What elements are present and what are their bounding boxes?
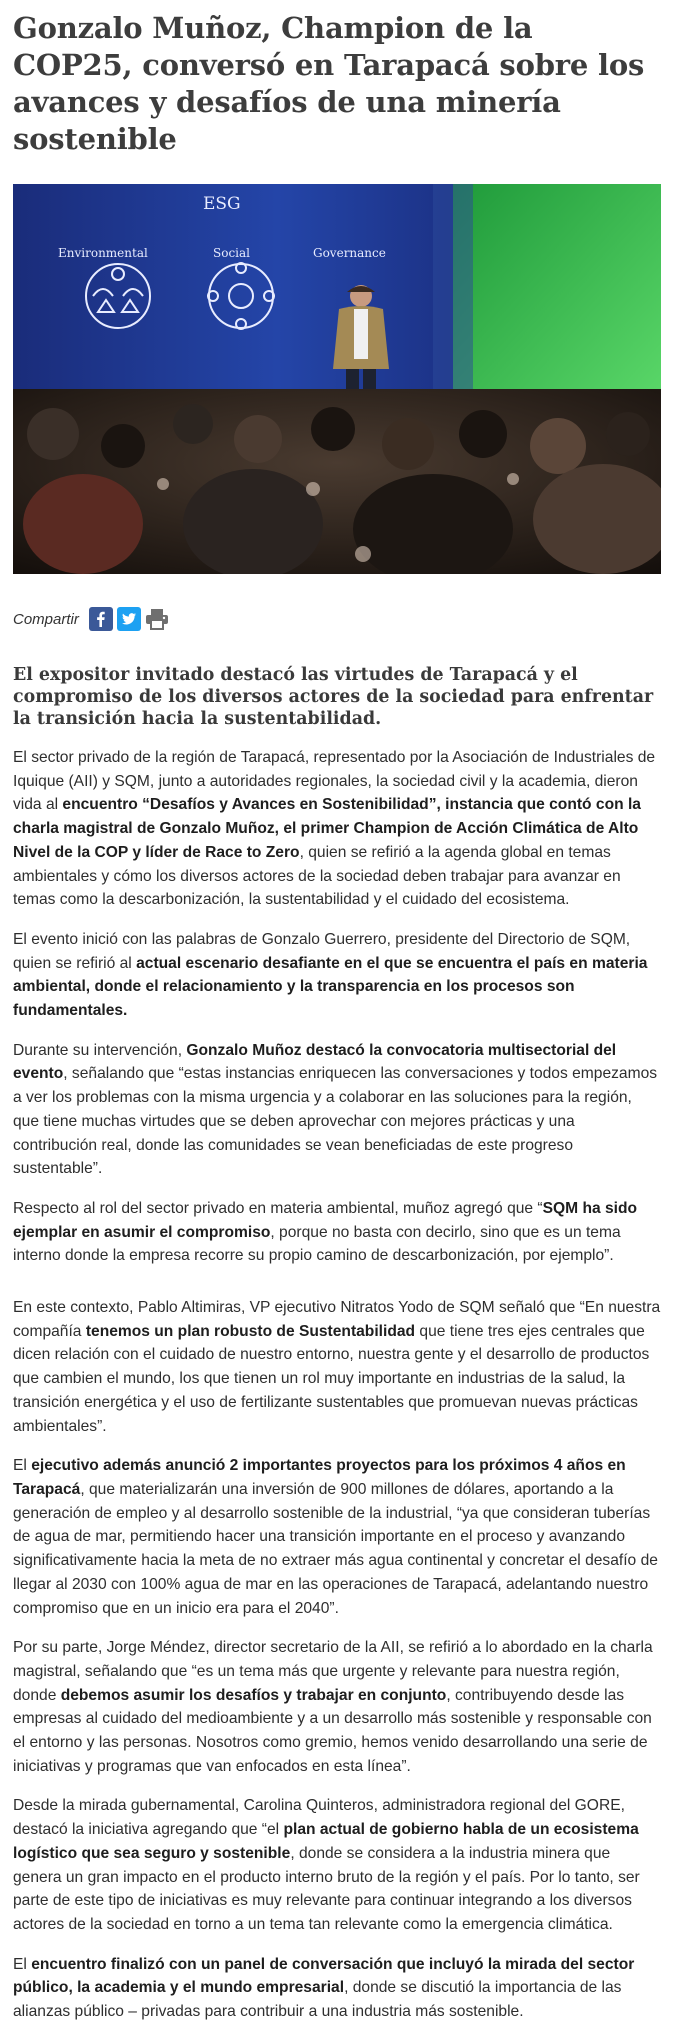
paragraph-3: Durante su intervención, Gonzalo Muñoz destacó la convocatoria multisectorial del evento, señalando que “estas instancias enriquecen las conversaciones y todos empezamos a ver los problemas con la misma urgencia y a colaborar en las soluciones para la región, que tiene muchas virtudes que se deben aprovechar con mejores prácticas y una contribución real, donde las comunidades se vean beneficiadas de este progreso sustentable”.: [13, 1041, 658, 1178]
paragraph-5: En este contexto, Pablo Altimiras, VP ejecutivo Nitratos Yodo de SQM señaló que “En nuestra compañía tenemos un plan robusto de Sustentabilidad que tiene tres ejes centrales que dicen relación con el cuidado de nuestro entorno, nuestra gente y el desarrollo de productos que cambien el mundo, los que tienen un rol muy importante en industrias de la salud, la transición energética y el uso de fertilizante sustentables que promuevan nuevas prácticas ambientales”.: [13, 1299, 661, 1435]
esg-label-social: Social: [213, 246, 250, 260]
twitter-icon: [121, 611, 137, 627]
twitter-share-button[interactable]: [117, 607, 141, 631]
paragraph-8: Desde la mirada gubernamental, Carolina Quinteros, administradora regional del GORE, destacó la iniciativa agregando que “el plan actual de gobierno habla de un ecosistema logístico que sea seguro y sostenible, donde se considera a la industria minera que genera un gran impacto en el producto interno bruto de la región y el país. Por lo tanto, ser parte de este tipo de iniciativas es muy relevante para continuar integrando a los diversos actores de la sociedad en torno a un tema tan relevante como la emergencia climática.: [13, 1797, 640, 1933]
article-title: Gonzalo Muñoz, Champion de la COP25, conversó en Tarapacá sobre los avances y desafíos de una minería sostenible: [13, 11, 645, 156]
hero-image: [13, 184, 661, 574]
event-photo: [13, 184, 661, 574]
paragraph-6: El ejecutivo además anunció 2 importantes proyectos para los próximos 4 años en Tarapacá, que materializarán una inversión de 900 millones de dólares, aportando a la generación de empleo y al desarrollo sostenible de la industrial, “ya que consideran tuberías de agua de mar, permitiendo hacer una transición importante en el proceso y avanzando significativamente hacia la meta de no extraer más agua continental y concretar el desafío de llegar al 2030 con 100% agua de mar en las operaciones de Tarapacá, adelantando nuestro compromiso que en un inicio era para el 2040”.: [13, 1457, 658, 1617]
paragraph-4: Respecto al rol del sector privado en materia ambiental, muñoz agregó que “SQM ha sido ejemplar en asumir el compromiso, porque no basta con decirlo, sino que es un tema interno donde la empresa recorre su propio camino de descarbonización, por ejemplo”.: [13, 1199, 638, 1265]
article-lead: El expositor invitado destacó las virtudes de Tarapacá y el compromiso de los diversos actores de la sociedad para enfrentar la transición hacia la sustentabilidad.: [13, 665, 654, 729]
print-icon: [145, 608, 169, 630]
paragraph-9: El encuentro finalizó con un panel de conversación que incluyó la mirada del sector público, la academia y el mundo empresarial, donde se discutió la importancia de las alianzas público – privadas para contribuir a una industria más sostenible.: [13, 1955, 635, 2021]
facebook-icon: [93, 611, 109, 627]
esg-label-governance: Governance: [313, 246, 386, 260]
print-button[interactable]: [145, 607, 169, 631]
paragraph-7: Por su parte, Jorge Méndez, director secretario de la AII, se refirió a lo abordado en la charla magistral, señalando que “es un tema más que urgente y relevante para nuestra región, donde debemos asumir los desafíos y trabajar en conjunto, contribuyendo desde las empresas al cuidado del medioambiente y a un desarrollo más sostenible y responsable con el entorno y las personas. Nosotros como gremio, hemos venido desarrollando una serie de iniciativas y programas que van enfocados en esta línea”.: [13, 1639, 653, 1775]
facebook-share-button[interactable]: [89, 607, 113, 631]
esg-heading: ESG: [203, 194, 241, 214]
share-bar: [13, 604, 661, 634]
paragraph-2: El evento inició con las palabras de Gonzalo Guerrero, presidente del Directorio de SQM, quien se refirió al actual escenario desafiante en el que se encuentra el país en materia ambiental, donde el relacionamiento y la transparencia en los procesos son fundamentales.: [13, 930, 648, 1020]
paragraph-1: El sector privado de la región de Tarapacá, representado por la Asociación de Industriales de Iquique (AII) y SQM, junto a autoridades regionales, la sociedad civil y la academia, dieron vida al encuentro “Desafíos y Avances en Sostenibilidad”, instancia que contó con la charla magistral de Gonzalo Muñoz, el primer Champion de Acción Climática de Alto Nivel de la COP y líder de Race to Zero, quien se refirió a la agenda global en temas ambientales y cómo los diversos actores de la sociedad deben trabajar para avanzar en temas como la descarbonización, la sustentabilidad y el cuidado del ecosistema.: [13, 749, 656, 909]
esg-label-environmental: Environmental: [58, 246, 148, 260]
share-label: Compartir: [13, 610, 79, 628]
